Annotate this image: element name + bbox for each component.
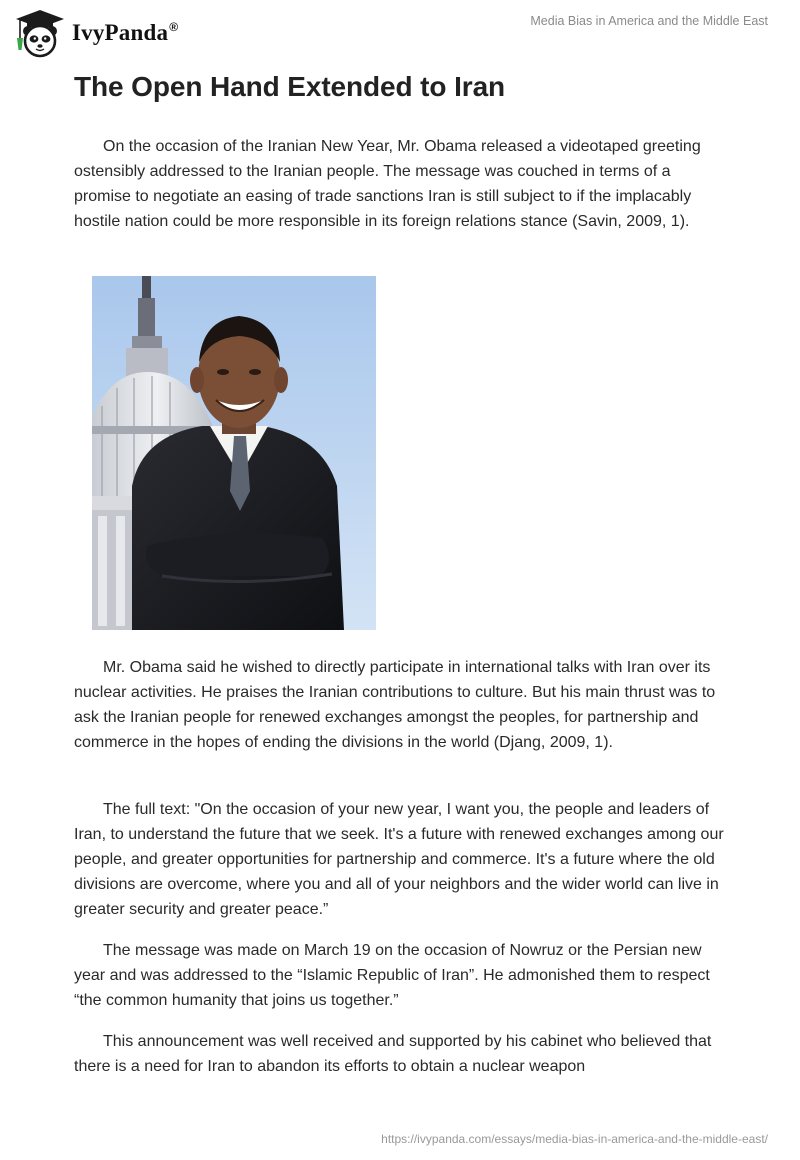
paragraph-3: The full text: "On the occasion of your new year, I want you, the people and leaders of Iran, to understand the future that we seek. It's a future with renewed exchanges among our people, and greater opportunities for partnership and commerce. It's a future where the old divisions are overcome, where you and all of your neighbors and the wider world can live in greater security and greater peace.” bbox=[74, 801, 724, 918]
paragraph-4: The message was made on March 19 on the occasion of Nowruz or the Persian new year and was addressed to the “Islamic Republic of Iran”. He admonished them to respect “the common humanity that joins us together.” bbox=[74, 942, 710, 1009]
section-heading: The Open Hand Extended to Iran bbox=[74, 71, 506, 102]
logo-wordmark: IvyPanda® bbox=[72, 20, 179, 45]
source-url[interactable]: https://ivypanda.com/essays/media-bias-in-america-and-the-middle-east/ bbox=[381, 1132, 768, 1146]
paragraph-1: On the occasion of the Iranian New Year, Mr. Obama released a videotaped greeting ostensibly addressed to the Iranian people. The message was couched in terms of a promise to negotiate an easing of trade sanctions Iran is still subject to if the implacably hostile nation could be more responsible in its foreign relations stance (Savin, 2009, 1). bbox=[74, 138, 701, 230]
page-header bbox=[0, 0, 800, 60]
ivypanda-logo[interactable] bbox=[14, 8, 178, 58]
panda-graduate-icon bbox=[14, 8, 66, 58]
portrait-image bbox=[92, 276, 376, 630]
obama-capitol-photo bbox=[92, 276, 376, 630]
document-title: Media Bias in America and the Middle East bbox=[530, 14, 768, 28]
paragraph-2: Mr. Obama said he wished to directly participate in international talks with Iran over its nuclear activities. He praises the Iranian contributions to culture. But his main thrust was to ask the Iranian people for renewed exchanges amongst the peoples, for partnership and commerce in the hopes of ending the divisions in the world (Djang, 2009, 1). bbox=[74, 659, 716, 751]
paragraph-5: This announcement was well received and supported by his cabinet who believed that there is a need for Iran to abandon its efforts to obtain a nuclear weapon bbox=[74, 1033, 712, 1075]
